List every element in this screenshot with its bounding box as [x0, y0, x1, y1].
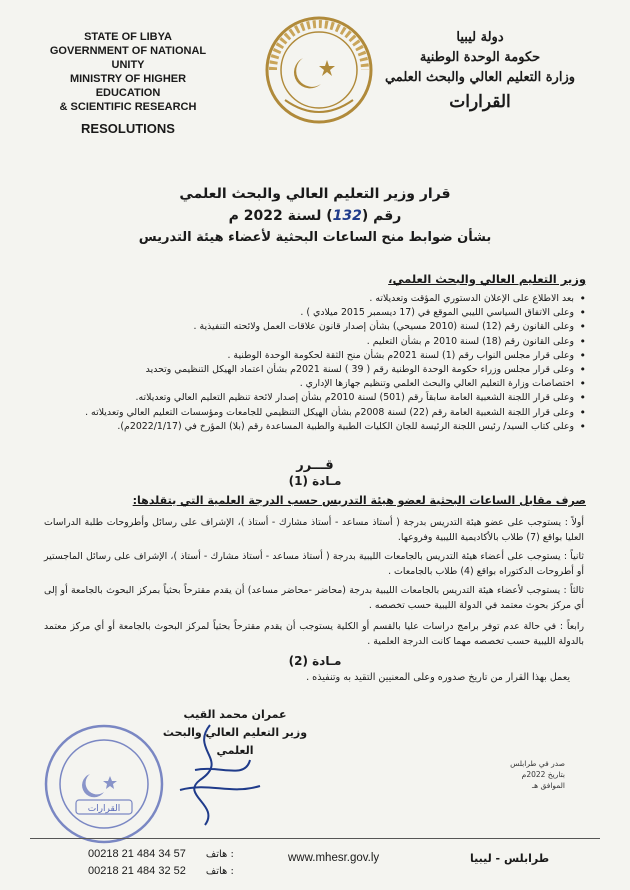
- decision-year: ) لسنة 2022 م: [228, 208, 333, 224]
- official-stamp-icon: [42, 722, 166, 846]
- phone-row-1: [88, 846, 234, 863]
- recital-item: • بعد الاطلاع على الإعلان الدستوري المؤقت وتعديلاته .: [46, 292, 586, 306]
- header-en-government: GOVERNMENT OF NATIONAL UNITY: [49, 45, 207, 71]
- phone-row-2: [88, 863, 234, 880]
- minister-name: عمران محمد القيب: [183, 708, 287, 721]
- article-1-heading: صرف مقابل الساعات البحثية لعضو هيئة التدريس حسب الدرجة العلمية التي يتقلدها:: [132, 494, 586, 507]
- decision-label: قـــرر: [296, 458, 334, 473]
- recital-item: • وعلى قرار مجلس وزراء حكومة الوحدة الوطنية رقم ( 39 ) لسنة 2021م بشأن اعتماد الهيكل التنظيمي وتحديد: [46, 363, 586, 377]
- footer-divider: [30, 838, 600, 839]
- header-ar-government: حكومة الوحدة الوطنية: [419, 50, 541, 65]
- phone-number-2: 00218 21 484 32 52: [88, 865, 186, 877]
- article-1-second: ثانياً : يستوجب على أعضاء هيئة التدريس بالجامعات الليبية بدرجة ( أستاذ مساعد - أستاذ مشارك - أستاذ )، الإشراف على رسائل الماجستير أو أطروحات الدكتوراه بواقع (4) طلاب بالجامعات .: [44, 551, 584, 577]
- article-1-first: أولاً : يستوجب على عضو هيئة التدريس بدرجة ( أستاذ مساعد - أستاذ مشارك - أستاذ )، الإشراف على رسائل وأطروحات طلبة الدراسات العليا بواقع (7) طلاب بالأكاديمية الليبية وفروعها.: [44, 517, 584, 543]
- article-1-fourth: رابعاً : في حالة عدم توفر برامج دراسات عليا بالقسم أو الكلية يستوجب أن يقدم مقترحاً بحثياً لمركز البحوث بالجامعة أو أي مركز معتمد بالدولة الليبية حسب تخصصه مهما كانت الدرجة العلمية .: [44, 621, 584, 647]
- decision-title: قرار وزير التعليم العالي والبحث العلمي: [179, 186, 451, 202]
- recital-item: • وعلى القانون رقم (18) لسنة 2010 م بشأن التعليم .: [46, 335, 586, 349]
- recitals-heading: وزير التعليم العالي والبحث العلمي،: [388, 272, 586, 286]
- reference-date: بتاريخ 2022م: [521, 770, 565, 779]
- recital-item: • اختصاصات وزارة التعليم العالي والبحث العلمي وتنظيم جهازها الإداري .: [46, 377, 586, 391]
- recital-item: • وعلى القانون رقم (12) لسنة (2010 مسيحي) بشأن إصدار قانون علاقات العمل ولائحته التنفيذية .: [46, 320, 586, 334]
- decision-number-line: [120, 208, 510, 224]
- stamp-label: القرارات: [87, 804, 121, 814]
- phone-label-1: هاتف :: [205, 849, 234, 860]
- header-en-ministry: MINISTRY OF HIGHER EDUCATION: [69, 73, 187, 99]
- ministry-emblem-icon: [263, 14, 375, 126]
- decision-subject: بشأن ضوابط منح الساعات البحثية لأعضاء هيئة التدريس: [138, 230, 492, 245]
- article-2-text: يعمل بهذا القرار من تاريخ صدوره وعلى المعنيين التقيد به وتنفيذه .: [306, 672, 570, 683]
- header-arabic: [370, 28, 590, 112]
- article-2-label: مـادة (2): [288, 654, 342, 668]
- phone-number-1: 00218 21 484 34 57: [88, 848, 186, 860]
- header-ar-resolutions: القرارات: [449, 92, 511, 112]
- minister-title: وزير التعليم العالي والبحث العلمي: [162, 726, 308, 757]
- recital-item: • وعلى الاتفاق السياسي الليبي الموقع في (17 ديسمبر 2015 ميلادي ) .: [46, 306, 586, 320]
- handwritten-signature-icon: [150, 720, 270, 830]
- website-link[interactable]: www.mhesr.gov.ly: [288, 852, 380, 864]
- header-en-state: STATE OF LIBYA: [84, 31, 172, 43]
- recital-item: • وعلى قرار مجلس النواب رقم (1) لسنة 2021م بشأن منح الثقة لحكومة الوحدة الوطنية .: [46, 349, 586, 363]
- decision-number: 132: [332, 208, 362, 224]
- recital-item: • وعلى كتاب السيد/ رئيس اللجنة الرئيسة للجان الكليات الطبية والطبية المساعدة رقم (بلا) المؤرخ في (2022/1/17م).: [46, 420, 586, 434]
- footer-phones: [88, 846, 234, 880]
- reference-issued: صدر في طرابلس: [510, 759, 565, 768]
- header-en-research: & SCIENTIFIC RESEARCH: [59, 101, 197, 113]
- decision-number-prefix: رقم (: [361, 208, 402, 224]
- header-ar-state: دولة ليبيا: [456, 30, 504, 45]
- recitals-list: [46, 292, 586, 434]
- recital-item: • وعلى قرار اللجنة الشعبية العامة رقم (22) لسنة 2008م بشأن الهيكل التنظيمي للجامعات ومؤسسات التعليم العالي وتعديلاته .: [46, 406, 586, 420]
- header-en-resolutions: RESOLUTIONS: [81, 121, 175, 136]
- reference-hijri: الموافق هـ: [531, 781, 565, 790]
- header-ar-ministry: وزارة التعليم العالي والبحث العلمي: [384, 70, 576, 85]
- reference-block: [455, 758, 565, 791]
- article-1-third: ثالثاً : يستوجب لأعضاء هيئة التدريس بالجامعات الليبية بدرجة (محاضر -محاضر مساعد) أن يقدم مقترحاً بحثياً بمركز البحوث بالجامعة أو إلى أي مركز بحوث معتمد في الدولة الليبية حسب تخصصه .: [44, 585, 584, 611]
- article-1-label: مـادة (1): [288, 474, 342, 488]
- recital-item: • وعلى قرار اللجنة الشعبية العامة سابقاً رقم (501) لسنة 2010م بشأن إصدار لائحة تنظيم التعليم العالي وتعديلاته.: [46, 391, 586, 405]
- phone-label-2: هاتف :: [205, 866, 234, 877]
- footer-city: طرابلس - ليبيا: [470, 852, 550, 865]
- header-english: [48, 30, 208, 136]
